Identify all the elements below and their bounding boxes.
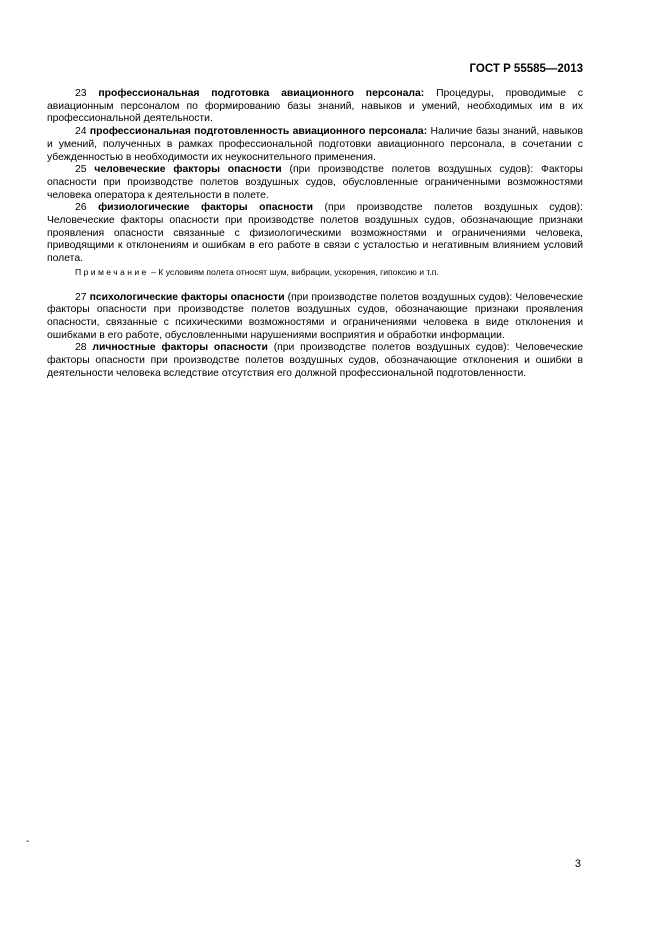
term-entry-26 <box>47 202 583 266</box>
entry-number: 26 <box>75 202 87 214</box>
standard-header: ГОСТ Р 55585—2013 <box>469 63 583 75</box>
term-title: психологические факторы опасности <box>89 291 285 303</box>
page-number: 3 <box>574 858 581 870</box>
entry-number: 25 <box>75 164 87 176</box>
entry-number: 23 <box>75 88 87 99</box>
note-text: – К условиям полета относят шум, вибрации, ускорения, гипоксию и т.п. <box>151 266 439 277</box>
term-title: профессиональная подготовленность авиационного персонала: <box>89 126 428 138</box>
stray-mark: - <box>26 836 30 847</box>
term-entry-23 <box>47 88 583 126</box>
term-title: физиологические факторы опасности <box>98 202 314 214</box>
term-entry-27 <box>47 292 583 343</box>
term-definition: (при производстве полетов воздушных судов): Человеческие факторы опасности при производстве полетов воздушных судов, обозначающие отклонения и ошибки в деятельности человека вследствие отсутствия его должной профессиональной подготовленности. <box>47 342 584 379</box>
term-title: профессиональная подготовка авиационного персонала: <box>98 88 425 99</box>
entry-number: 24 <box>75 126 87 138</box>
note-label: Примечание <box>75 266 149 277</box>
term-definition: Процедуры, проводимые с авиационным персоналом по формированию базы знаний, навыков и умений, необходимых им в их профессиональной деятельности. <box>47 88 583 125</box>
entry-number: 27 <box>75 291 87 303</box>
entry-number: 28 <box>75 342 87 354</box>
term-title: человеческие факторы опасности <box>94 164 282 176</box>
term-entry-25 <box>47 164 583 202</box>
paragraph-gap <box>47 279 583 292</box>
note <box>75 266 583 279</box>
term-title: личностные факторы опасности <box>92 342 268 354</box>
term-definition: (при производстве полетов воздушных судов): Человеческие факторы опасности при производстве полетов воздушных судов, обозначающие признаки проявления опасности, связанные с психическими возможностями и ограничениями человека в виде отклонения и ошибками в его работе, обусловленными нарушениями восприятия и обработки информации. <box>47 291 584 341</box>
term-definition: Наличие базы знаний, навыков и умений, полученных в рамках профессиональной подготовки авиационного персонала, в сочетании с убежденностью в необходимости их неукоснительного применения. <box>47 126 584 163</box>
document-body <box>47 88 583 380</box>
term-definition: (при производстве полетов воздушных судов): Человеческие факторы опасности при производстве полетов воздушных судов, обозначающие признаки проявления опасности связанные с физиологическими возможностями и ограничениями человека, приводящими к отклонениям и ошибкам в его работе в связи с усталостью и негативным влиянием условий полета. <box>47 202 584 265</box>
term-entry-24 <box>47 126 583 164</box>
term-entry-28 <box>47 342 583 380</box>
term-definition: (при производстве полетов воздушных судов): Факторы опасности при производстве полетов воздушных судов, обусловленные ограниченными возможностями человека оператора к деятельности в полете. <box>47 164 584 201</box>
